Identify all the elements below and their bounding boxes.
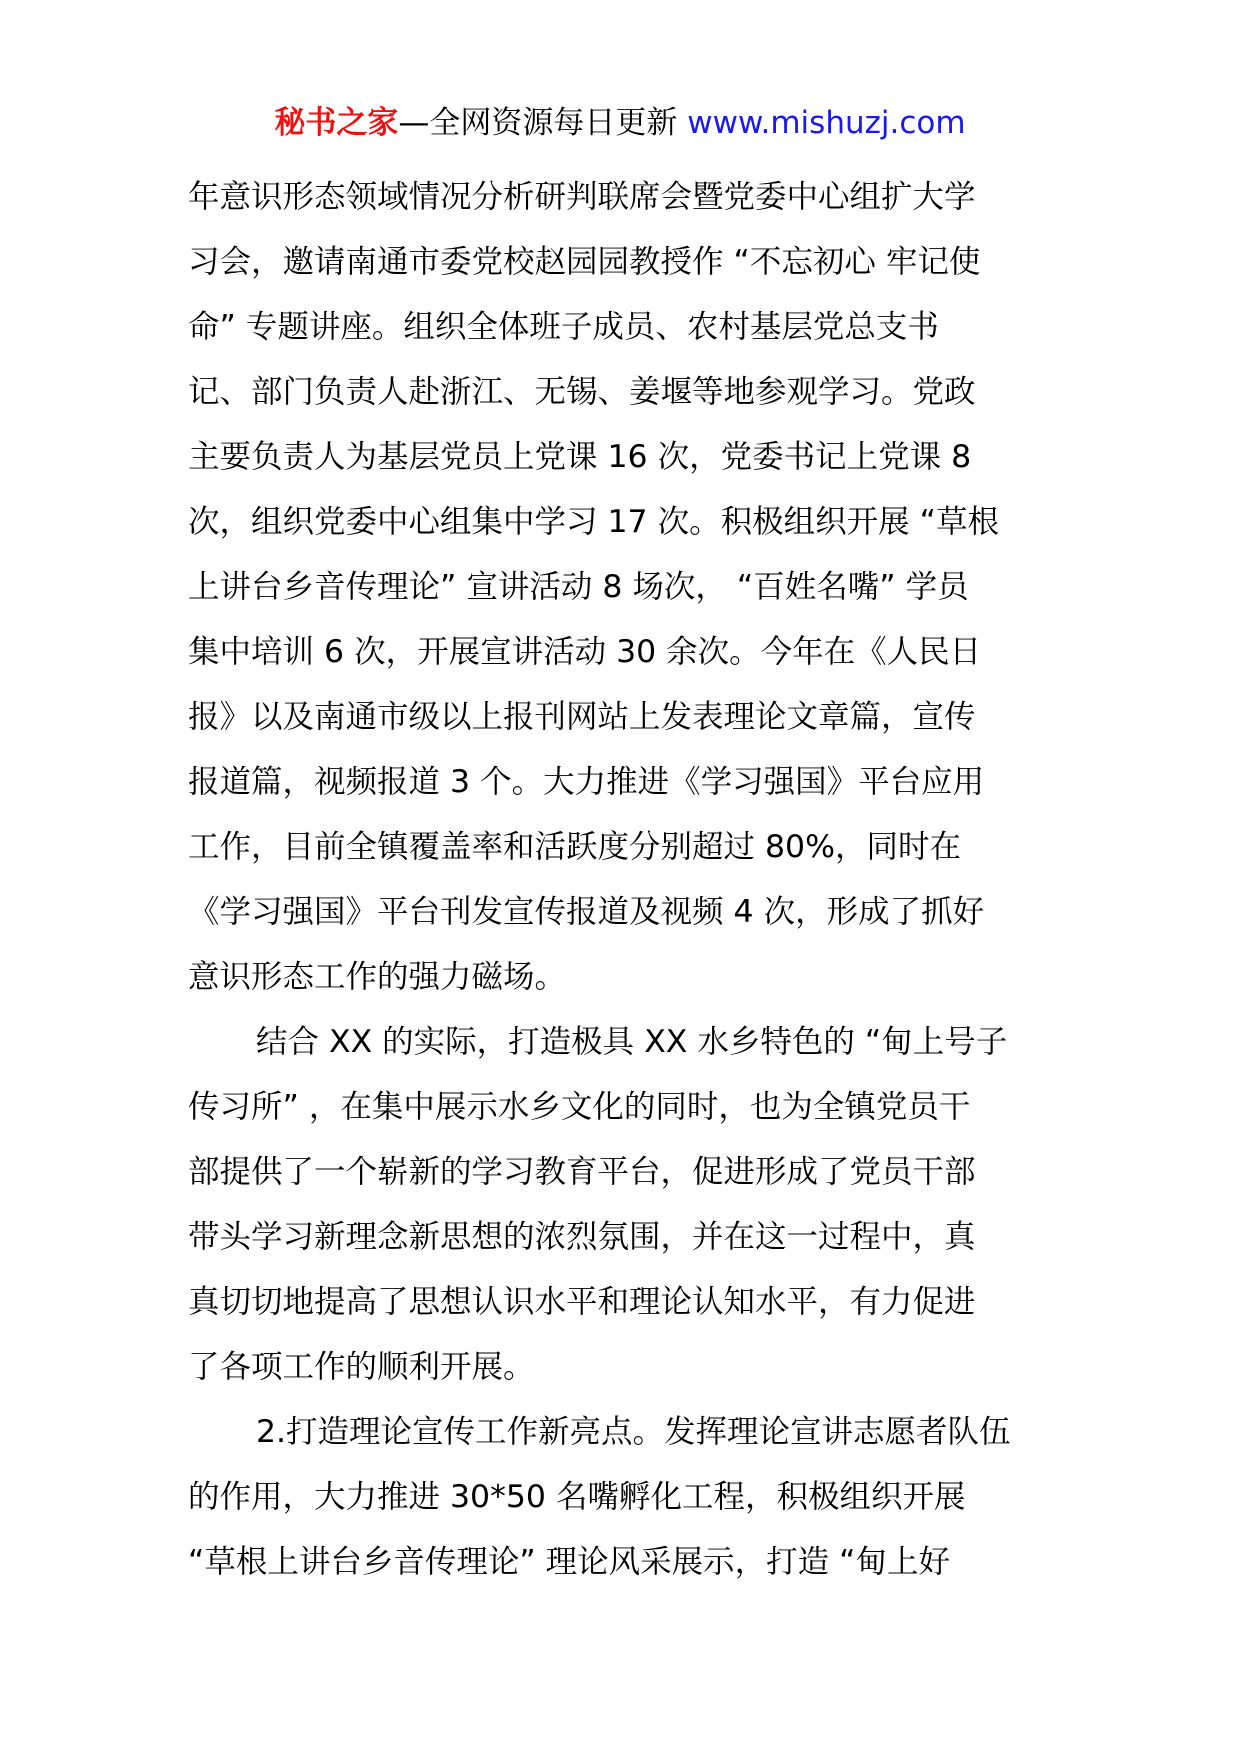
document-body (188, 165, 1068, 1595)
text-line: 命” 专题讲座。组织全体班子成员、农村基层党总支书 (188, 309, 939, 345)
text-line: 上讲台乡音传理论” 宣讲活动 8 场次， “百姓名嘴” 学员 (188, 569, 969, 605)
paragraph-first-line: 结合 XX 的实际，打造极具 XX 水乡特色的 “甸上号子 (256, 1024, 1008, 1060)
text-line: “草根上讲台乡音传理论” 理论风采展示，打造 “甸上好 (188, 1544, 950, 1580)
text-line: 报道篇，视频报道 3 个。大力推进《学习强国》平台应用 (188, 764, 985, 800)
text-line: 工作，目前全镇覆盖率和活跃度分别超过 80%，同时在 (188, 829, 962, 865)
text-line: 记、部门负责人赴浙江、无锡、姜堰等地参观学习。党政 (188, 374, 976, 410)
text-line: 年意识形态领域情况分析研判联席会暨党委中心组扩大学 (188, 179, 976, 215)
text-line: 传习所” ，在集中展示水乡文化的同时，也为全镇党员干 (188, 1089, 971, 1125)
text-line: 习会，邀请南通市委党校赵园园教授作 “不忘初心 牢记使 (188, 244, 981, 280)
text-line: 次，组织党委中心组集中学习 17 次。积极组织开展 “草根 (188, 504, 999, 540)
text-line: 的作用，大力推进 30*50 名嘴孵化工程，积极组织开展 (188, 1479, 966, 1515)
text-line: 《学习强国》平台刊发宣传报道及视频 4 次，形成了抓好 (188, 894, 985, 930)
text-line: 集中培训 6 次，开展宣讲活动 30 余次。今年在《人民日 (188, 634, 982, 670)
site-tagline: —全网资源每日更新 (398, 105, 688, 141)
site-url-link[interactable]: www.mishuzj.com (687, 105, 966, 141)
site-header (0, 98, 1240, 148)
text-line: 主要负责人为基层党员上党课 16 次，党委书记上党课 8 (188, 439, 972, 475)
text-line: 报》以及南通市级以上报刊网站上发表理论文章篇，宣传 (188, 699, 976, 735)
text-line: 带头学习新理念新思想的浓烈氛围，并在这一过程中，真 (188, 1219, 976, 1255)
section-heading-line: 2.打造理论宣传工作新亮点。发挥理论宣讲志愿者队伍 (256, 1414, 1011, 1450)
text-line: 真切切地提高了思想认识水平和理论认知水平，有力促进 (188, 1284, 976, 1320)
site-brand: 秘书之家 (274, 105, 399, 141)
text-line: 意识形态工作的强力磁场。 (188, 959, 567, 995)
text-line: 了各项工作的顺利开展。 (188, 1349, 535, 1385)
text-line: 部提供了一个崭新的学习教育平台，促进形成了党员干部 (188, 1154, 976, 1190)
